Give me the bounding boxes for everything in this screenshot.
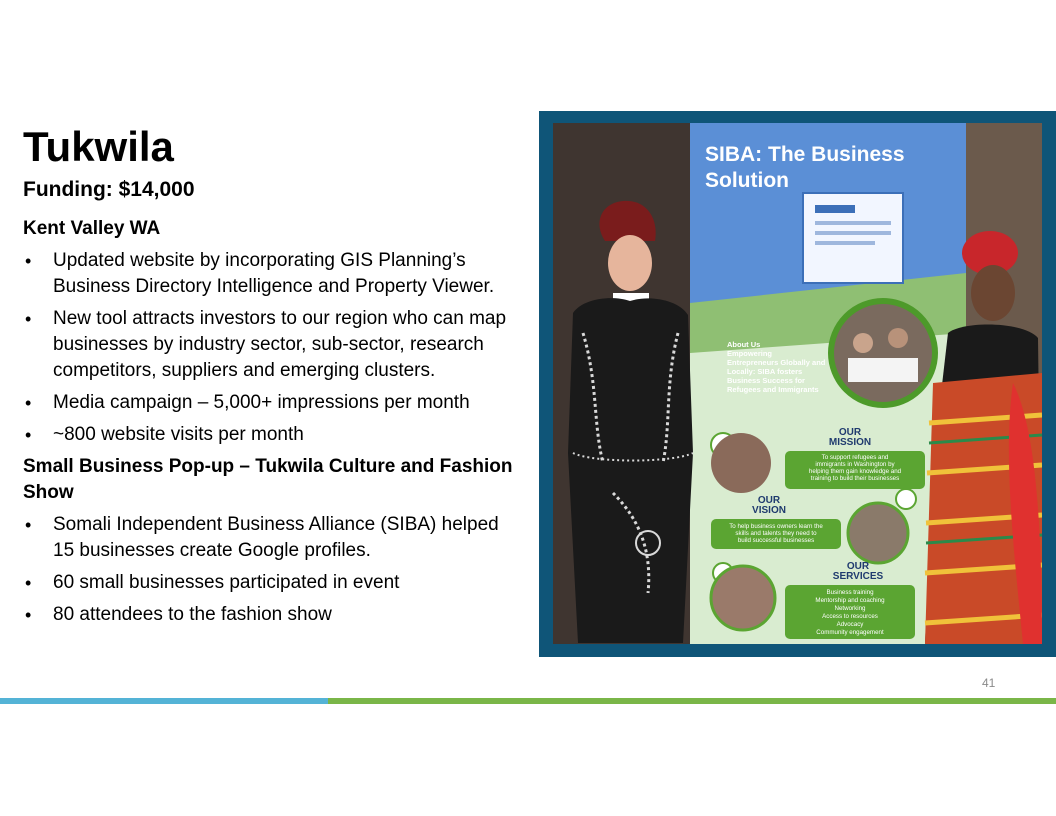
kent-valley-bullets — [23, 248, 523, 448]
footer-bar-blue — [0, 698, 328, 704]
vision-line: skills and talents they need to — [735, 530, 817, 537]
mission-line: immigrants in Washington by — [815, 461, 895, 468]
vision-heading: VISION — [752, 505, 786, 516]
event-photo — [553, 123, 1042, 644]
about-line: Empowering — [727, 349, 773, 358]
slide-title: Tukwila — [23, 123, 174, 170]
vision-heading: OUR — [757, 495, 781, 506]
about-line: Business Success for — [727, 376, 805, 385]
mission-heading: MISSION — [828, 437, 872, 448]
siba-banner — [690, 123, 966, 644]
popup-bullets — [23, 512, 523, 628]
slide-content — [23, 216, 523, 634]
mission-line: To support refugees and — [821, 454, 889, 461]
footer-bar-green — [328, 698, 1056, 704]
event-photo-illustration — [553, 123, 1042, 644]
about-line: Refugees and Immigrants — [727, 385, 819, 394]
service-line: Business training — [826, 589, 874, 596]
page-number: 41 — [982, 676, 996, 690]
mission-heading: OUR — [838, 427, 862, 438]
bullet-item: • ~800 website visits per month — [23, 422, 523, 448]
about-line: About Us — [727, 340, 761, 349]
bullet-item: • 80 attendees to the fashion show — [23, 602, 523, 628]
vision-line: build successful businesses — [737, 537, 815, 544]
mission-line: helping them gain knowledge and — [808, 468, 902, 475]
service-line: Advocacy — [836, 621, 864, 628]
service-line: Mentorship and coaching — [815, 597, 885, 604]
services-heading: SERVICES — [832, 571, 884, 582]
banner-title-line1: SIBA: The Business — [705, 143, 905, 166]
photo-frame — [539, 111, 1056, 657]
section-heading-kent-valley: Kent Valley WA — [23, 218, 161, 239]
bullet-item: • Somali Independent Business Alliance (SIBA) helped 15 businesses create Google profiles. — [23, 512, 523, 564]
bullet-item: • Updated website by incorporating GIS Planning’s Business Directory Intelligence and Property Viewer. — [23, 248, 523, 300]
bullet-item: • Media campaign – 5,000+ impressions per month — [23, 390, 523, 416]
service-line: Access to resources — [822, 613, 878, 620]
services-heading: OUR — [846, 561, 870, 572]
bullet-item: • 60 small businesses participated in event — [23, 570, 523, 596]
mission-line: training to build their businesses — [810, 475, 900, 482]
vision-line: To help business owners learn the — [729, 523, 823, 530]
service-line: Networking — [834, 605, 866, 612]
banner-title-line2: Solution — [705, 169, 789, 192]
bullet-item: • New tool attracts investors to our region who can map businesses by industry sector, sub-sector, research competitors, suppliers and emerging clusters. — [23, 306, 523, 384]
service-line: Community engagement — [816, 629, 884, 636]
about-line: Locally: SIBA fosters — [727, 367, 803, 376]
about-line: Entrepreneurs Globally and — [727, 358, 826, 367]
lightbulb-icon — [896, 489, 916, 509]
section-heading-popup: Small Business Pop-up – Tukwila Culture and Fashion Show — [23, 456, 513, 503]
funding-amount: Funding: $14,000 — [23, 178, 195, 201]
